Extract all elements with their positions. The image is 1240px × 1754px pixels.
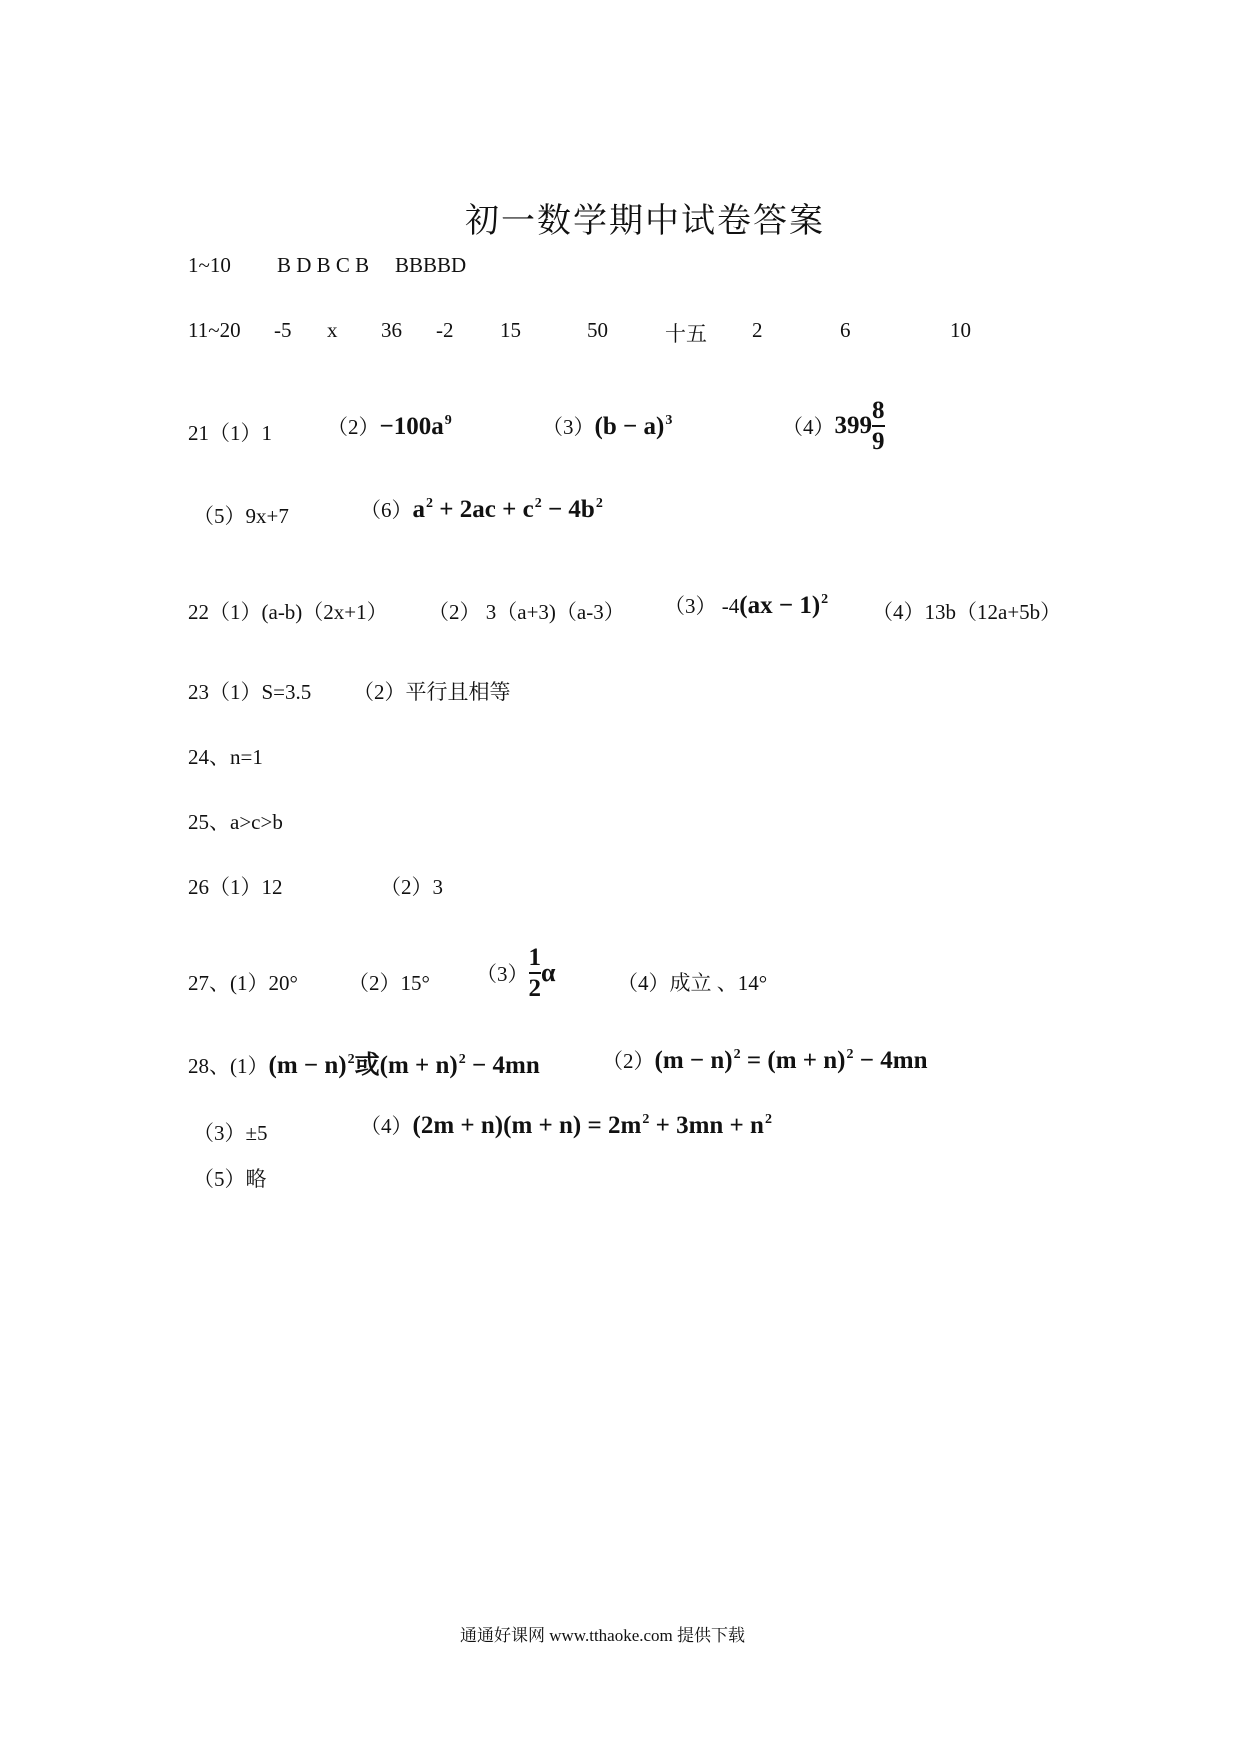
q27-part2: （2）15° [348, 971, 430, 995]
q23-part1: 23（1）S=3.5 [188, 680, 312, 704]
q25-answer: 25、a>c>b [188, 810, 283, 834]
q17-answer: 十五 [665, 322, 707, 346]
q28-part4-expr: $(2m + n)(m + n) = 2m^2 + 3mn + n^2$ [412, 1112, 772, 1139]
q21-part5: （5）9x+7 [193, 504, 289, 528]
q19-answer: 6 [840, 318, 851, 342]
footer-note: 通通好课网 www.tthaoke.com 提供下载 [460, 1626, 746, 1645]
q21-part4-fraction: $\frac{8}{9}$ [872, 397, 885, 455]
q22-part4: （4）13b（12a+5b） [872, 600, 1062, 624]
q16-answer: 50 [587, 318, 608, 342]
q27-part1: 27、(1）20° [188, 971, 298, 995]
q18-answer: 2 [752, 318, 763, 342]
q21-part1: 21（1）1 [188, 421, 272, 445]
q26-part2: （2）3 [380, 875, 443, 899]
q22-part3-expr: (ax − 1)$^2$ [739, 592, 829, 619]
q21-part2-expr: $-100a^9$ [379, 413, 452, 440]
q28-part2-expr: $(m - n)^2 = (m + n)^2 - 4mn$ [654, 1047, 928, 1074]
q21-part4-whole: 399 [834, 412, 872, 439]
q27-part3-fraction: $\frac{1}{2}$ [528, 944, 541, 1002]
q28-part5: （5）略 [193, 1167, 267, 1191]
q28-part4: $(4)(2m + n)(m + n) = 2m^2 + 3mn + n^2$ [360, 1112, 772, 1139]
q1-10-answers-b: BBBBD [395, 253, 467, 277]
q12-answer: x [327, 318, 338, 342]
q27-part4: （4）成立 、14° [617, 971, 768, 995]
q21-part2: $(2)-100a^9$ [327, 413, 452, 440]
q28-part3: （3）±5 [193, 1121, 268, 1145]
q21-part6-expr: $a^2 + 2ac + c^2 - 4b^2$ [412, 496, 603, 523]
q21-part3: $(3)(b - a)^3$ [542, 413, 673, 440]
q1-10-answers-a: B D B C B [277, 253, 370, 277]
q1-10-label: 1~10 [188, 253, 231, 277]
q22-part3: （3） -4(ax − 1)$^2$ [664, 592, 829, 619]
q21-part3-expr: $(b - a)^3$ [594, 413, 673, 440]
q14-answer: -2 [436, 318, 454, 342]
q11-answer: -5 [274, 318, 292, 342]
q23-part2: （2）平行且相等 [353, 680, 511, 704]
q27-part3: （3） $\frac{1}{2}$ α [476, 944, 556, 1002]
q22-part1: 22（1）(a-b)（2x+1） [188, 600, 388, 624]
q27-part3-alpha: α [541, 958, 556, 987]
page-title: 初一数学期中试卷答案 [465, 203, 825, 240]
q13-answer: 36 [381, 318, 402, 342]
q28-part2: $(2)(m - n)^2 = (m + n)^2 - 4mn$ [602, 1047, 928, 1074]
q22-part2: （2） 3（a+3)（a-3） [428, 600, 625, 624]
q26-part1: 26（1）12 [188, 875, 283, 899]
q11-20-label: 11~20 [188, 318, 241, 342]
q21-part4: （4）399 $\frac{8}{9}$ [782, 397, 885, 455]
q28-part1: 28、$(1)(m - n)^2$或$(m + n)^2 - 4mn$ [188, 1052, 540, 1079]
q21-part6: $(6)a^2 + 2ac + c^2 - 4b^2$ [360, 496, 603, 523]
q28-part1-expr: $(m - n)^2$或$(m + n)^2 - 4mn$ [268, 1052, 540, 1079]
q24-answer: 24、n=1 [188, 745, 263, 769]
q15-answer: 15 [500, 318, 521, 342]
q20-answer: 10 [950, 318, 971, 342]
